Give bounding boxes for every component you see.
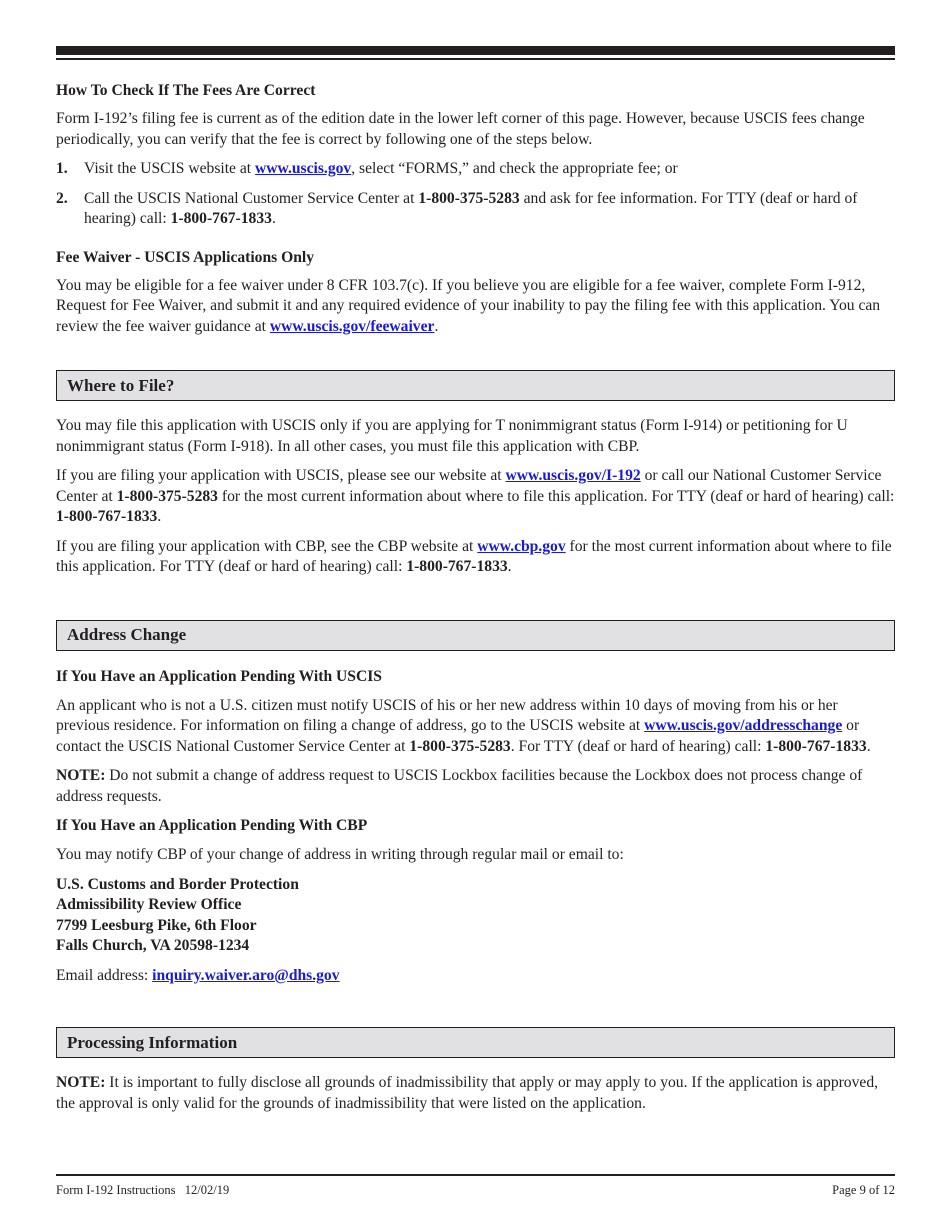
body-text: for the most current information about where to file this application. For TTY (deaf or hard of hearing) call: (217, 487, 895, 505)
body-text: for the most current information about where to file this application. For TTY (deaf or hard of hearing) call: (56, 537, 892, 575)
note-label: NOTE: (56, 1074, 106, 1091)
email-label: Email address: (56, 966, 153, 984)
phone-number: 1-800-375-5283 (116, 487, 218, 505)
punctuation: . (866, 737, 871, 755)
uscis-i192-link[interactable]: www.uscis.gov/I-192 (505, 467, 641, 484)
fees-steps-list (56, 159, 895, 230)
step-text: Visit the USCIS website at (84, 160, 256, 177)
punctuation: . (434, 317, 439, 335)
punctuation: . (157, 508, 162, 525)
body-text: If you are filing your application with USCIS, please see our website at (56, 467, 506, 484)
body-text: . For TTY (deaf or hard of hearing) call: (510, 737, 766, 755)
fees-step-1 (56, 159, 895, 180)
section-header-where-to-file: Where to File? (56, 370, 895, 401)
header-rule-thin (56, 58, 895, 60)
step-text: , select “FORMS,” and check the appropriate fee; or (351, 160, 678, 177)
fees-step-2 (56, 189, 895, 230)
tty-number: 1-800-767-1833 (765, 737, 867, 755)
body-text: If you are filing your application with CBP, see the CBP website at (56, 537, 478, 555)
fees-heading: How To Check If The Fees Are Correct (56, 82, 316, 99)
processing-note (56, 1073, 895, 1114)
tty-number: 1-800-767-1833 (406, 558, 508, 575)
punctuation: . (271, 210, 276, 227)
where-p1: You may file this application with USCIS only if you are applying for T nonimmigrant status (Form I-914) or petitioning for U nonimmigrant status (Form I-918). In all other cases, you must file this application with CBP. (56, 417, 848, 455)
fees-intro: Form I-192’s filing fee is current as of the edition date in the lower left corner of this page. However, because USCIS fees change periodically, you can verify that the fee is correct by following one of the steps below. (56, 110, 865, 148)
address-uscis-heading: If You Have an Application Pending With USCIS (56, 667, 382, 685)
body-text: Do not submit a change of address request to USCIS Lockbox facilities because the Lockbox does not process change of address requests. (56, 767, 863, 805)
footer-form-name: Form I-192 Instructions 12/02/19 (56, 1183, 230, 1197)
note-label: NOTE: (56, 767, 106, 784)
address-line: Admissibility Review Office (56, 896, 242, 913)
uscis-website-link[interactable]: www.uscis.gov (255, 160, 352, 177)
cbp-website-link[interactable]: www.cbp.gov (477, 537, 566, 555)
step-number: 2. (56, 189, 68, 207)
section-header-processing-information: Processing Information (56, 1027, 895, 1058)
address-change-link[interactable]: www.uscis.gov/addresschange (644, 717, 843, 734)
address-uscis-text (56, 696, 895, 758)
tty-number: 1-800-767-1833 (56, 508, 158, 525)
fee-waiver-heading: Fee Waiver - USCIS Applications Only (56, 248, 315, 266)
fee-waiver-link[interactable]: www.uscis.gov/feewaiver (269, 317, 435, 335)
footer-rule (56, 1174, 895, 1176)
header-rule-thick (56, 46, 895, 55)
address-note (56, 766, 895, 807)
step-text: Call the USCIS National Customer Service Center at (84, 189, 419, 207)
body-text: You may be eligible for a fee waiver under 8 CFR 103.7(c). If you believe you are eligible for a fee waiver, complete Form I-912, Request for Fee Waiver, and submit it and any required evidence of your inability to pay the filing fee with this application. You can review the fee waiver guidance at (56, 276, 881, 335)
address-line: U.S. Customs and Border Protection (56, 875, 299, 893)
body-text: or call our National Customer Service Center at (56, 467, 882, 505)
step-number: 1. (56, 160, 68, 177)
punctuation: . (507, 558, 512, 575)
document-page (56, 46, 895, 1114)
section-header-address-change: Address Change (56, 620, 895, 651)
phone-number: 1-800-375-5283 (409, 737, 511, 755)
where-p2 (56, 466, 895, 528)
tty-number: 1-800-767-1833 (170, 210, 272, 227)
where-p3 (56, 537, 895, 578)
body-text: An applicant who is not a U.S. citizen must notify USCIS of his or her new address within 10 days of moving from his or her previous residence. For information on filing a change of address, go to the USCIS website at (56, 696, 838, 734)
address-cbp-heading: If You Have an Application Pending With CBP (56, 817, 368, 834)
body-text: It is important to fully disclose all grounds of inadmissibility that apply or may apply to you. If the application is approved, the approval is only valid for the grounds of inadmissibility that were listed on the application. (56, 1074, 879, 1112)
email-link[interactable]: inquiry.waiver.aro@dhs.gov (152, 966, 340, 984)
address-cbp-text: You may notify CBP of your change of address in writing through regular mail or email to: (56, 846, 624, 863)
address-line: 7799 Leesburg Pike, 6th Floor (56, 916, 257, 934)
footer-page-number: Page 9 of 12 (832, 1183, 895, 1197)
fee-waiver-text (56, 276, 895, 338)
body-text: or contact the USCIS National Customer Service Center at (56, 717, 860, 755)
step-text: and ask for fee information. For TTY (deaf or hard of hearing) call: (84, 189, 858, 227)
email-line (56, 966, 895, 987)
phone-number: 1-800-375-5283 (418, 189, 520, 207)
address-line: Falls Church, VA 20598-1234 (56, 937, 250, 954)
mailing-address-block (56, 875, 895, 957)
